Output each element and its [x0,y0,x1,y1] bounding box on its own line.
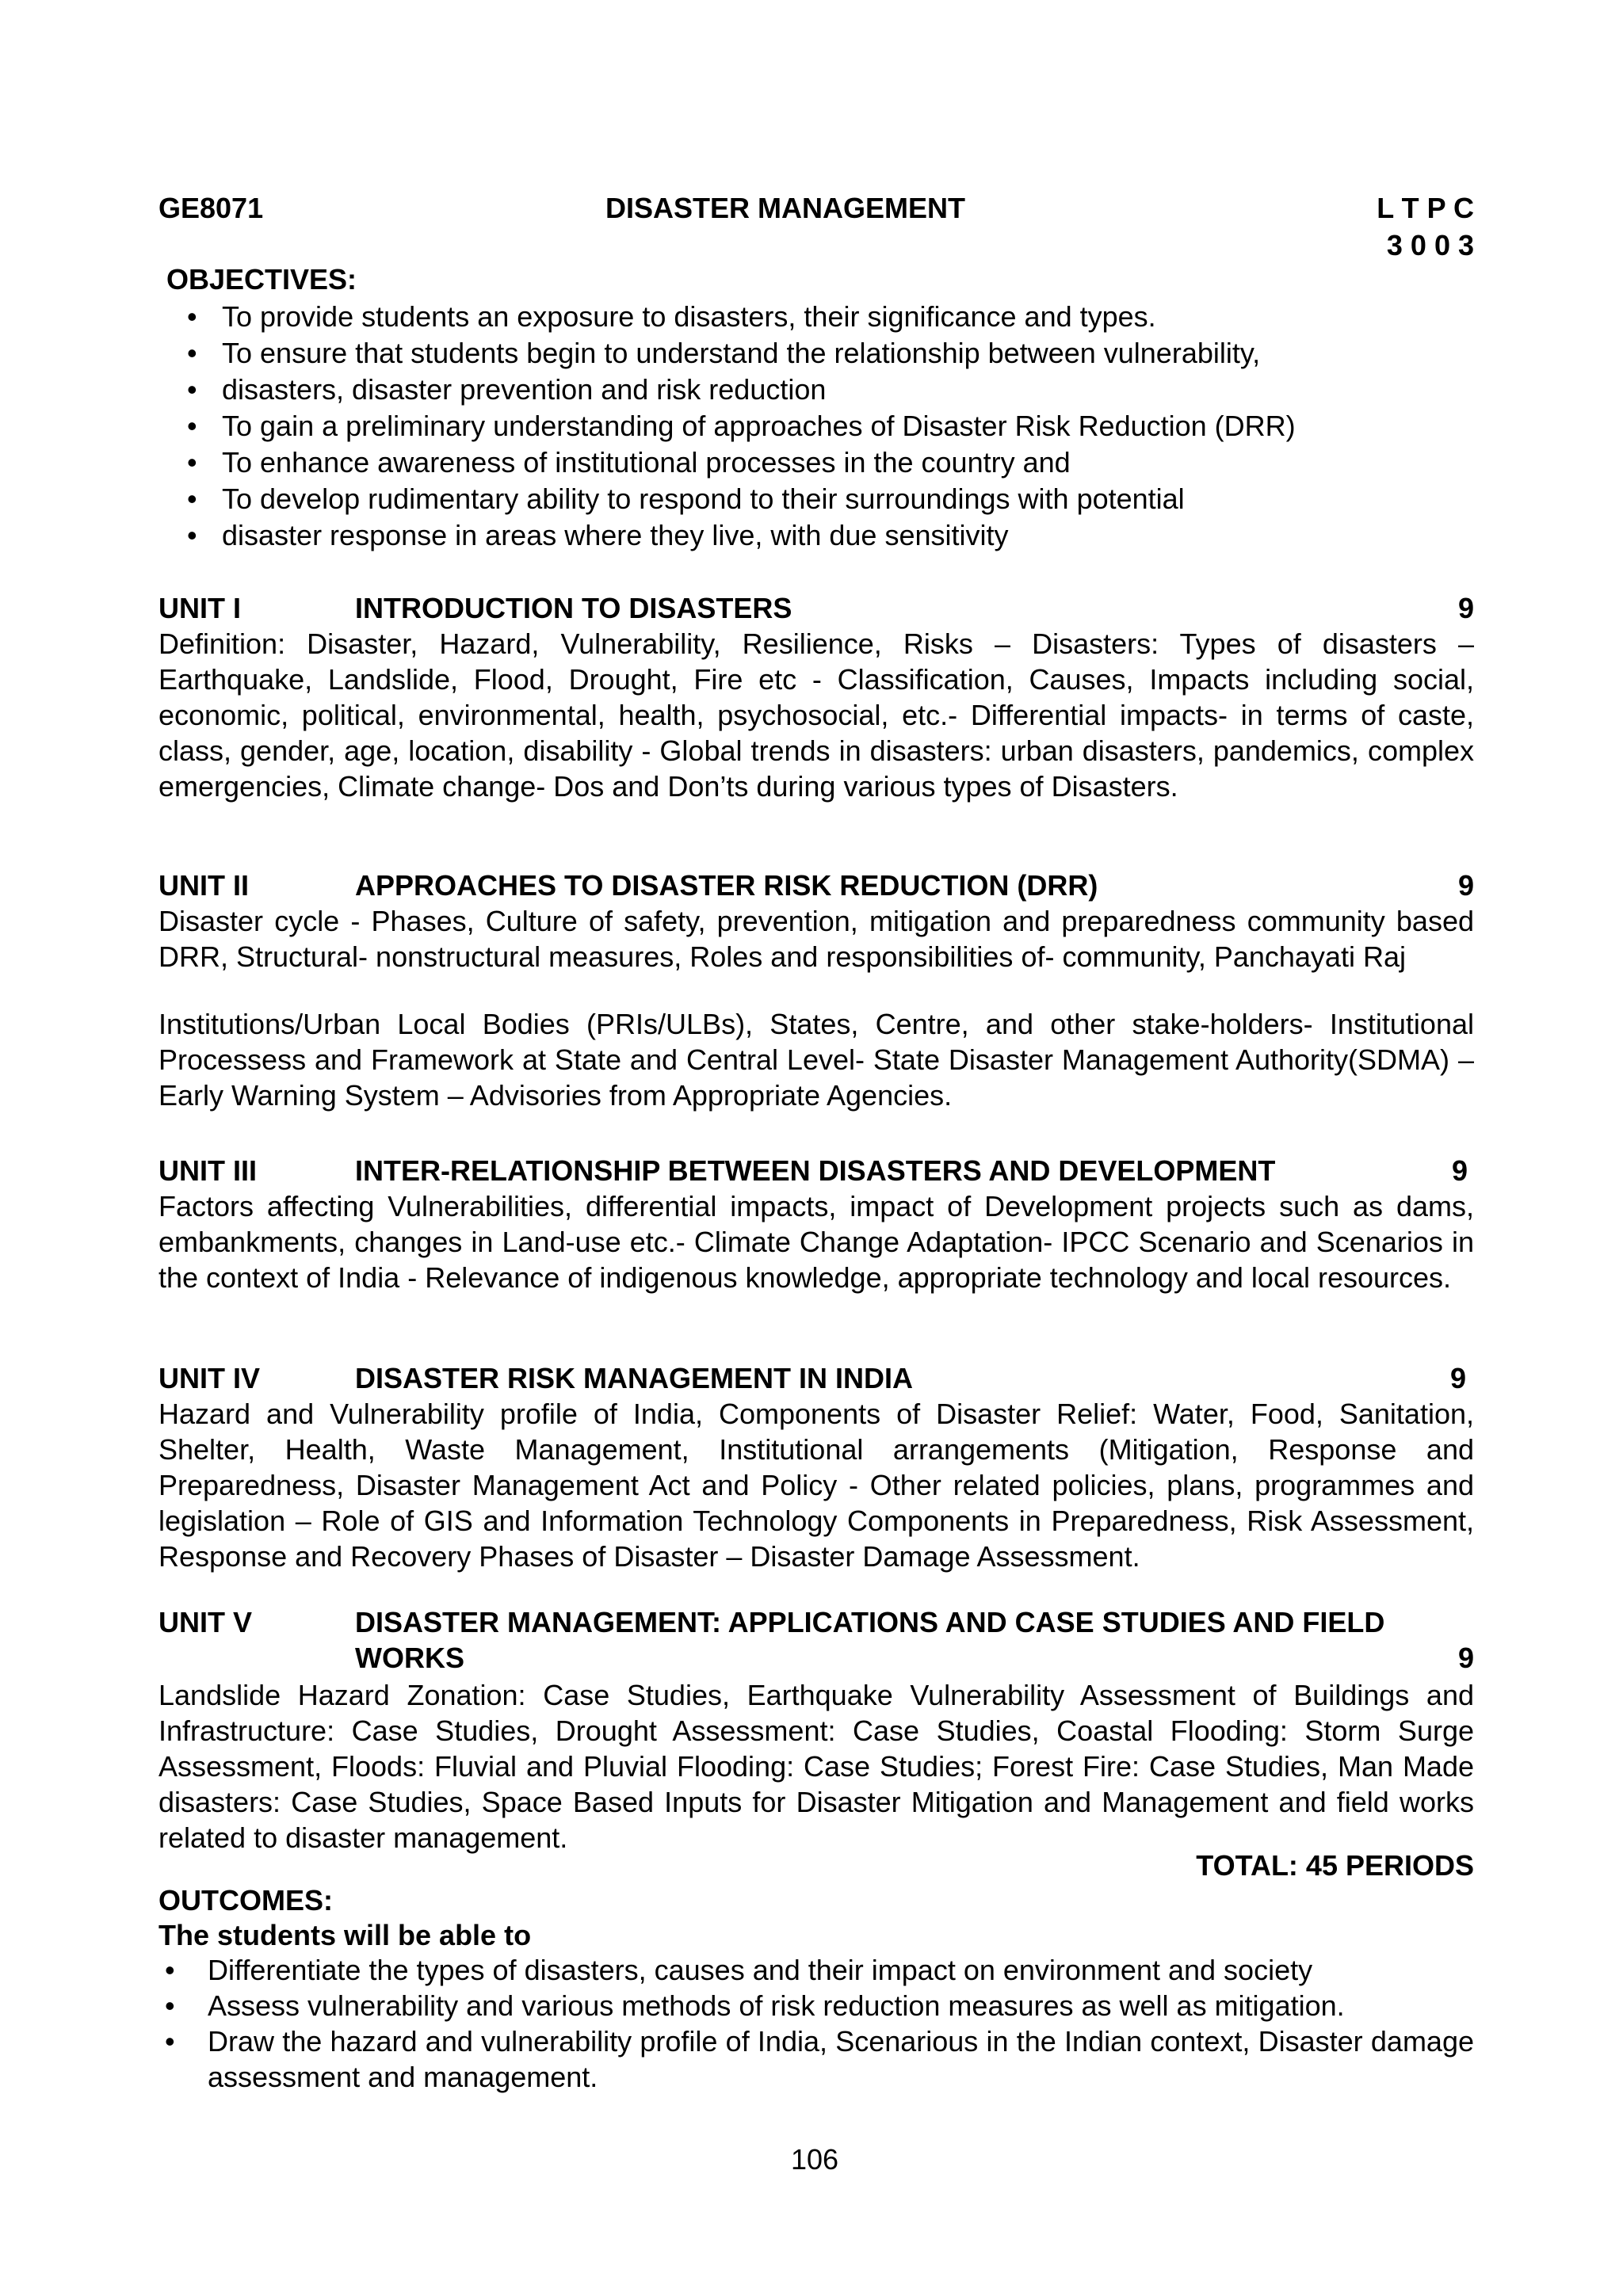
objective-item: • To provide students an exposure to disasters, their significance and types. [222,299,1296,335]
unit-title: INTER-RELATIONSHIP BETWEEN DISASTERS AND DEVELOPMENT [355,1154,1276,1187]
unit-number: UNIT V [158,1606,253,1638]
unit-hours: 9 [1451,1154,1468,1187]
unit-hours: 9 [1449,1362,1466,1394]
unit-number: UNIT IV [158,1362,261,1394]
objective-item: • To develop rudimentary ability to respond to their surroundings with potential [222,481,1296,517]
unit-3-heading [158,1153,1466,1188]
objectives-list [222,299,1296,554]
outcome-item: • Draw the hazard and vulnerability profile of India, Scenarious in the Indian context, Disaster damage assessment and management. [208,2023,1474,2095]
unit-hours: 9 [1457,1642,1474,1674]
outcomes-list [208,1952,1474,2095]
outcomes-subheading: The students will be able to [158,1919,532,1951]
unit-title: APPROACHES TO DISASTER RISK REDUCTION (DRR) [355,869,1098,902]
unit-2-body: Disaster cycle - Phases, Culture of safety, prevention, mitigation and preparedness community based DRR, Structural- nonstructural measures, Roles and responsibilities of- community, Panchayati Raj [158,905,1474,973]
unit-title: DISASTER RISK MANAGEMENT IN INDIA [355,1362,914,1394]
course-title: DISASTER MANAGEMENT [605,192,966,224]
outcome-item: • Differentiate the types of disasters, causes and their impact on environment and society [208,1952,1474,1988]
ltpc-values: 3 0 0 3 [1386,229,1474,261]
outcome-item: • Assess vulnerability and various methods of risk reduction measures as well as mitigation. [208,1988,1474,2023]
unit-title-line-1: DISASTER MANAGEMENT: APPLICATIONS AND CASE STUDIES AND FIELD [355,1606,1385,1638]
unit-1-body: Definition: Disaster, Hazard, Vulnerability, Resilience, Risks – Disasters: Types of disasters – Earthquake, Landslide, Flood, Drought, Fire etc - Classification, Causes, Impacts including social, economic, political, environmental, health, psychosocial, etc.- Differential impacts- in terms of caste, class, gender, age, location, disability - Global trends in disasters: urban disasters, pandemics, complex emergencies, Climate change- Dos and Don’ts during various types of Disasters. [158,627,1474,803]
unit-hours: 9 [1457,869,1474,902]
objective-item: • disasters, disaster prevention and risk reduction [222,372,1296,408]
total-periods: TOTAL: 45 PERIODS [1196,1849,1474,1882]
course-code: GE8071 [158,192,264,224]
unit-1-heading [158,590,1474,626]
unit-4-heading [158,1360,1474,1396]
objectives-heading: OBJECTIVES: [166,263,357,296]
unit-number: UNIT III [158,1154,257,1187]
objective-item: • To gain a preliminary understanding of approaches of Disaster Risk Reduction (DRR) [222,408,1296,444]
page-number: 106 [791,2143,839,2176]
objective-item: • disaster response in areas where they live, with due sensitivity [222,517,1296,554]
unit-title-line-2: WORKS [355,1642,464,1674]
unit-2-heading [158,868,1474,903]
unit-2-body-continued: Institutions/Urban Local Bodies (PRIs/ULBs), States, Centre, and other stake-holders- Institutional Processess and Framework at State and Central Level- State Disaster Management Authority(SDMA) – Early Warning System – Advisories from Appropriate Agencies. [158,1008,1474,1112]
unit-number: UNIT I [158,592,241,624]
objective-item: • To ensure that students begin to understand the relationship between vulnerability, [222,335,1296,372]
unit-title: INTRODUCTION TO DISASTERS [355,592,792,624]
unit-3-body: Factors affecting Vulnerabilities, differential impacts, impact of Development projects such as dams, embankments, changes in Land-use etc.- Climate Change Adaptation- IPCC Scenario and Scenarios in the context of India - Relevance of indigenous knowledge, appropriate technology and local resources. [158,1190,1474,1294]
unit-5-heading [158,1604,1474,1676]
unit-4-body: Hazard and Vulnerability profile of India, Components of Disaster Relief: Water, Food, Sanitation, Shelter, Health, Waste Management, Institutional arrangements (Mitigation, Response and Preparedness, Disaster Management Act and Policy - Other related policies, plans, programmes and legislation – Role of GIS and Information Technology Components in Preparedness, Risk Assessment, Response and Recovery Phases of Disaster – Disaster Damage Assessment. [158,1398,1474,1573]
outcomes-heading: OUTCOMES: [158,1884,333,1917]
unit-number: UNIT II [158,869,249,902]
unit-hours: 9 [1457,592,1474,624]
ltpc-label: L T P C [1377,192,1474,224]
objective-item: • To enhance awareness of institutional processes in the country and [222,444,1296,481]
unit-5-body: Landslide Hazard Zonation: Case Studies, Earthquake Vulnerability Assessment of Buildings and Infrastructure: Case Studies, Drought Assessment: Case Studies, Coastal Flooding: Storm Surge Assessment, Floods: Fluvial and Pluvial Flooding: Case Studies; Forest Fire: Case Studies, Man Made disasters: Case Studies, Space Based Inputs for Disaster Mitigation and Management and field works related to disaster management. [158,1679,1474,1854]
